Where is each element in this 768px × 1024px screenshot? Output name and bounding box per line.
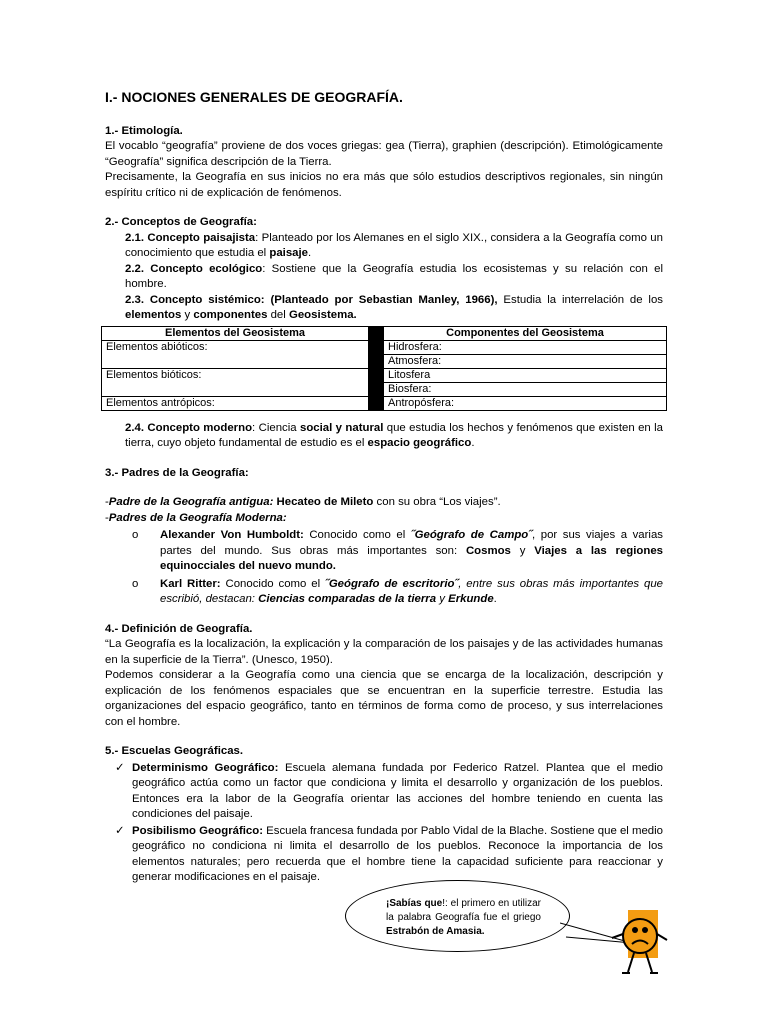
concept-paisajista-end: .	[308, 247, 312, 259]
geosystem-table	[101, 326, 667, 411]
section-4-paragraph-1: “La Geografía es la localización, la explicación y la comparación de los paisajes y de las actividades humanas en la superficie de la Tierra”. (Unesco, 1950).	[105, 638, 663, 666]
concept-sistemico-y: y	[181, 309, 194, 321]
page-title: I.- NOCIONES GENERALES DE GEOGRAFÍA.	[105, 89, 403, 105]
father-ancient-text: con su obra “Los viajes”.	[373, 496, 501, 508]
section-3-heading: 3.- Padres de la Geografía:	[105, 466, 249, 479]
section-4-heading: 4.- Definición de Geografía.	[105, 622, 253, 635]
humboldt-y: y	[510, 544, 535, 557]
humboldt-t2: , por sus viajes a varias partes del mundo. Sus obras más importantes son:	[160, 529, 663, 557]
ritter-quote: ˝Geógrafo de escritorio˝	[325, 577, 459, 590]
concept-paisajista-bold: paisaje	[269, 247, 309, 259]
bubble-text	[386, 897, 541, 939]
concept-sistemico-label: 2.3. Concepto sistémico: (Planteado por Sebastian Manley, 1966),	[125, 293, 498, 306]
table-cell-atmosfera: Atmosfera:	[384, 354, 667, 368]
bubble-bold-1: ¡Sabías que	[386, 898, 443, 909]
concept-ecologico-text: : Sostiene que la Geografía estudia los ecosistemas y su relación con el hombre.	[125, 262, 663, 290]
table-cell-antroposfera: Antropósfera:	[384, 396, 667, 410]
section-1-heading: 1.- Etimología.	[105, 124, 183, 137]
bubble-text-1: !: el primero en utilizar la palabra Geografía fue el griego	[386, 898, 541, 923]
ritter-t1: Conocido como el	[220, 577, 326, 590]
bullet-marker: o	[132, 529, 139, 541]
mascot-icon	[610, 910, 670, 980]
list-item-ritter	[105, 577, 663, 608]
concept-moderno-t1: : Ciencia	[252, 421, 300, 434]
section-4-paragraph-2: Podemos considerar a la Geografía como una ciencia que se encarga de la localización, descripción y explicación de los fenómenos espaciales que se encuentran en la superficie terrestre. Estudia las organizaciones del espacio geográfico, tanto en términos de forma como de proceso, y sus interrelaciones con el hombre.	[105, 669, 663, 728]
humboldt-quote: ˝Geógrafo de Campo˝	[410, 529, 533, 541]
humboldt-b1: Cosmos	[465, 544, 511, 557]
table-cell-litosfera: Litosfera	[384, 368, 667, 382]
check-icon: ✓	[115, 761, 125, 774]
ritter-name: Karl Ritter:	[160, 577, 221, 590]
table-cell-biosfera: Biosfera:	[384, 382, 667, 396]
father-ancient-label: Padre de la Geografía antigua:	[108, 496, 274, 508]
section-5-heading: 5.- Escuelas Geográficas.	[105, 745, 244, 757]
concept-sistemico-text: Estudia la interrelación de los	[497, 293, 663, 306]
concept-sistemico	[105, 293, 663, 324]
bubble-bold-2: Estrabón de Amasia.	[386, 926, 485, 937]
concept-paisajista-label: 2.1. Concepto paisajista	[125, 231, 256, 244]
determinismo-label: Determinismo Geográfico:	[132, 761, 279, 774]
ritter-b1: Ciencias comparadas de la tierra	[258, 593, 437, 605]
concept-moderno-b2: espacio geográfico	[367, 437, 472, 449]
table-cell-bioticos: Elementos bióticos:	[102, 368, 369, 396]
humboldt-t1: Conocido como el	[303, 529, 411, 541]
concept-sistemico-bold-1: elementos	[125, 309, 182, 321]
table-cell-abioticos: Elementos abióticos:	[102, 340, 369, 368]
table-separator	[369, 326, 384, 410]
list-item-determinismo	[105, 761, 663, 823]
concept-ecologico-label: 2.2. Concepto ecológico	[125, 262, 263, 275]
ritter-end: .	[493, 593, 497, 605]
humboldt-name: Alexander Von Humboldt:	[160, 529, 304, 541]
humboldt-b2: Viajes a las regiones equinocciales del nuevo mundo.	[160, 544, 663, 572]
ritter-b2: Erkunde	[448, 593, 494, 605]
concept-moderno	[105, 421, 663, 452]
table-header-components: Componentes del Geosistema	[384, 326, 667, 340]
list-item-humboldt	[105, 528, 663, 575]
section-1-paragraph-2: Precisamente, la Geografía en sus inicios no era más que sólo estudios descriptivos regionales, sin ningún espíritu crítico ni de explicación de fenómenos.	[105, 171, 663, 199]
ritter-t2: , entre sus obras más importantes que escribió, destacan:	[160, 577, 663, 605]
father-ancient-dash: -	[105, 496, 109, 508]
concept-moderno-b1: social y natural	[299, 421, 384, 434]
concept-moderno-end: .	[471, 437, 475, 449]
concept-ecologico	[105, 262, 663, 293]
check-icon: ✓	[115, 824, 125, 837]
ritter-y: y	[436, 593, 449, 605]
table-cell-hidrosfera: Hidrosfera:	[384, 340, 667, 354]
list-item-posibilismo	[105, 824, 663, 886]
fathers-modern-dash: -	[105, 511, 109, 524]
section-2-heading: 2.- Conceptos de Geografía:	[105, 216, 257, 228]
father-ancient	[105, 495, 663, 511]
determinismo-text: Escuela alemana fundada por Federico Ratzel. Plantea que el medio geográfico actúa como un factor que condiciona y limita el desarrollo y organización de los pueblos. Entonces era la labor de la Geografía orientar las acciones del hombre teniendo en cuenta las condiciones del paisaje.	[132, 761, 664, 820]
bullet-marker: o	[132, 577, 139, 590]
concept-paisajista-text: : Planteado por los Alemanes en el siglo XIX., considera a la Geografía como un conocimiento que estudia el	[125, 231, 663, 259]
document-page	[105, 90, 663, 886]
section-1-paragraph-1: El vocablo “geografía” proviene de dos voces griegas: gea (Tierra), graphien (descripción). Etimológicamente “Geografía” significa descripción de la Tierra.	[105, 140, 663, 168]
concept-sistemico-bold-3: Geosistema.	[288, 309, 357, 321]
father-ancient-name: Hecateo de Mileto	[273, 496, 374, 508]
concept-moderno-label: 2.4. Concepto moderno	[125, 421, 253, 434]
table-header-elements: Elementos del Geosistema	[102, 326, 369, 340]
concept-moderno-t2: que estudia los hechos y fenómenos que existen en la tierra, cuyo objeto fundamental de estudio es el	[125, 421, 664, 449]
fathers-modern-label: Padres de la Geografía Moderna:	[108, 511, 287, 524]
table-cell-antropicos: Elementos antrópicos:	[102, 396, 369, 410]
posibilismo-text: Escuela francesa fundada por Pablo Vidal de la Blache. Sostiene que el medio geográfico no condiciona ni limita el desarrollo de los pueblos. Reconoce la importancia de los elementos naturales; pero recuerda que el hombre tiene la capacidad suficiente para reaccionar y generar modificaciones en el paisaje.	[132, 824, 664, 883]
concept-sistemico-bold-2: componentes	[193, 309, 268, 321]
posibilismo-label: Posibilismo Geográfico:	[132, 824, 264, 837]
concept-sistemico-del: del	[267, 309, 289, 321]
fathers-modern	[105, 511, 663, 527]
speech-bubble	[345, 880, 570, 952]
concept-paisajista	[105, 231, 663, 262]
